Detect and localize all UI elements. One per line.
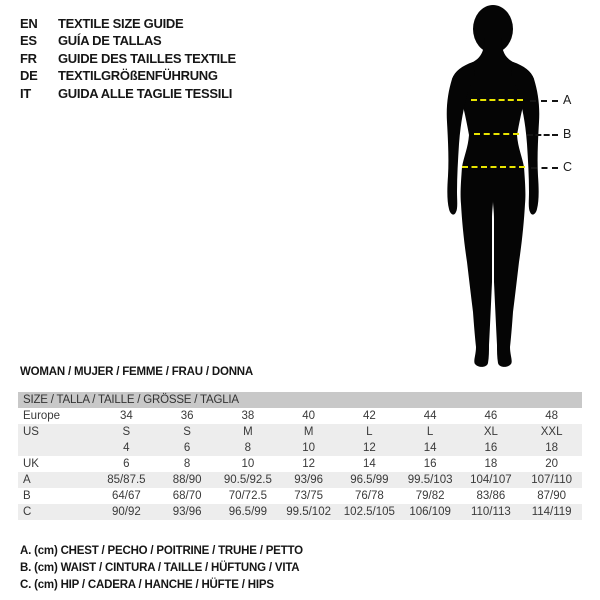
size-cell: 8 [183, 458, 191, 470]
language-title: TEXTILGRÖßENFÜHRUNG [58, 68, 218, 84]
language-code: FR [20, 50, 37, 66]
language-row [20, 85, 236, 102]
size-cell: 6 [183, 442, 191, 454]
size-cell: 12 [362, 442, 376, 454]
table-body [18, 408, 582, 520]
size-cell: 8 [244, 442, 252, 454]
size-cell: 96.5/99 [228, 506, 268, 518]
size-cell: 102.5/105 [343, 506, 395, 518]
size-cell: 44 [423, 410, 437, 422]
size-cell: M [243, 426, 253, 438]
row-label: US [23, 426, 39, 438]
table-row [18, 408, 582, 424]
table-row [18, 504, 582, 520]
legend-line: B. (cm) WAIST / CINTURA / TAILLE / HÜFTUNG / VITA [20, 562, 300, 575]
size-cell: 79/82 [415, 490, 445, 502]
size-cell: 99.5/102 [286, 506, 331, 518]
row-label: UK [23, 458, 39, 470]
size-cell: 96.5/99 [350, 474, 389, 486]
size-cell: XXL [540, 426, 563, 438]
measurement-legend [20, 543, 303, 595]
size-cell: 85/87.5 [107, 474, 146, 486]
size-cell: 16 [423, 458, 437, 470]
hip-label: C [563, 160, 573, 174]
waist-connector-line [527, 134, 558, 136]
size-cell: 4 [123, 442, 130, 454]
language-code: IT [20, 85, 31, 101]
table-row [18, 440, 582, 456]
size-cell: L [426, 426, 434, 438]
size-cell: 38 [241, 410, 255, 422]
size-cell: 18 [545, 442, 559, 454]
language-row [20, 15, 236, 32]
table-row [18, 472, 582, 488]
row-label [18, 440, 96, 456]
waist-measure-tape [474, 133, 519, 135]
size-cell: 104/107 [470, 474, 512, 486]
language-title: GUIDE DES TAILLES TEXTILE [58, 50, 236, 66]
size-cell: 10 [241, 458, 255, 470]
size-cell: M [303, 426, 314, 438]
language-title: GUÍA DE TALLAS [58, 33, 162, 49]
row-label: C [23, 506, 32, 518]
table-header: SIZE / TALLA / TAILLE / GRÖSSE / TAGLIA [18, 392, 582, 408]
language-row [20, 50, 236, 67]
chest-connector-line [530, 100, 558, 102]
language-title: GUIDA ALLE TAGLIE TESSILI [58, 85, 233, 101]
size-cell: 42 [362, 410, 376, 422]
size-cell: 88/90 [172, 474, 202, 486]
size-cell: 90/92 [111, 506, 141, 518]
language-code: EN [20, 16, 38, 31]
size-cell: 46 [484, 410, 498, 422]
language-code: ES [20, 33, 37, 49]
size-cell: 12 [302, 458, 316, 470]
legend-line: A. (cm) CHEST / PECHO / POITRINE / TRUHE / PETTO [20, 545, 303, 557]
size-cell: 36 [180, 410, 194, 422]
size-cell: 16 [484, 442, 498, 454]
size-cell: 6 [123, 458, 130, 470]
language-row [20, 67, 236, 84]
size-cell: 18 [484, 458, 498, 470]
size-cell: L [366, 426, 373, 438]
language-code: DE [20, 68, 38, 84]
size-cell: 70/72.5 [228, 490, 268, 502]
table-row [18, 424, 582, 440]
size-cell: 10 [302, 442, 316, 454]
size-cell: 76/78 [354, 490, 384, 502]
language-row [20, 32, 236, 49]
waist-label: B [563, 127, 572, 141]
size-cell: 93/96 [172, 506, 202, 518]
size-cell: 114/119 [531, 506, 572, 518]
size-cell: 73/75 [294, 490, 324, 502]
row-label: B [23, 490, 31, 502]
size-cell: 93/96 [294, 474, 324, 486]
size-cell: 34 [119, 410, 133, 422]
row-label: A [23, 474, 31, 486]
size-table [18, 392, 582, 520]
chest-measure-tape [471, 99, 523, 101]
size-cell: 90.5/92.5 [223, 474, 272, 486]
size-cell: 107/110 [531, 474, 572, 486]
legend-line: C. (cm) HIP / CADERA / HANCHE / HÜFTE / HIPS [20, 579, 274, 592]
size-cell: 99.5/103 [407, 474, 453, 486]
table-row [18, 488, 582, 504]
size-cell: 64/67 [111, 490, 141, 502]
section-title: WOMAN / MUJER / FEMME / FRAU / DONNA [20, 366, 254, 378]
row-label: Europe [23, 410, 61, 422]
size-cell: 14 [423, 442, 437, 454]
size-cell: XL [483, 426, 498, 438]
size-cell: 14 [362, 458, 376, 470]
chest-label: A [563, 93, 572, 107]
woman-silhouette [437, 4, 549, 374]
size-cell: 87/90 [537, 490, 567, 502]
size-cell: S [122, 426, 131, 438]
language-title-list [20, 15, 236, 102]
size-cell: 110/113 [470, 506, 511, 518]
table-row [18, 456, 582, 472]
size-cell: 48 [545, 410, 559, 422]
size-cell: 68/70 [172, 490, 202, 502]
language-title: TEXTILE SIZE GUIDE [58, 16, 184, 31]
hip-measure-tape [462, 166, 525, 168]
size-cell: 106/109 [409, 506, 451, 518]
size-cell: S [183, 426, 191, 438]
size-cell: 20 [545, 458, 559, 470]
size-cell: 83/86 [476, 490, 506, 502]
size-cell: 40 [302, 410, 316, 422]
hip-connector-line [531, 167, 558, 169]
